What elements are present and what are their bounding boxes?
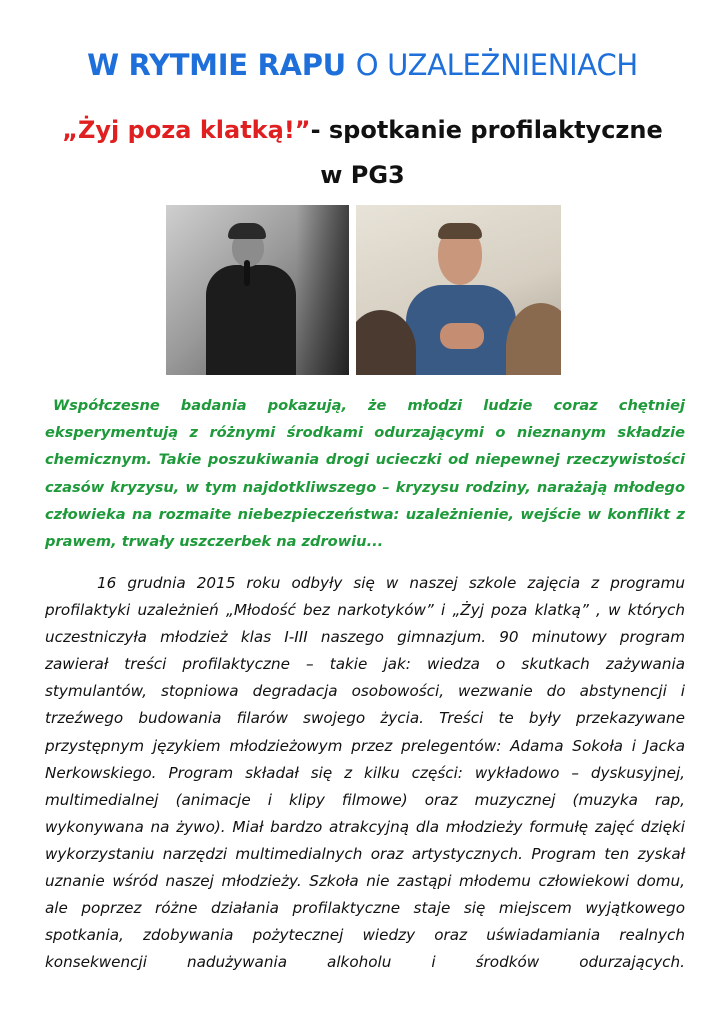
page-subtitle xyxy=(0,108,725,198)
speaker-hands-shape xyxy=(440,323,484,349)
photo-collage xyxy=(166,205,561,375)
subtitle-location: w PG3 xyxy=(320,161,405,189)
subtitle-text: - spotkanie profilaktyczne xyxy=(310,116,663,144)
photo-shadow xyxy=(296,205,349,375)
photo-speaker-with-audience xyxy=(356,205,561,375)
body-paragraph: 16 grudnia 2015 roku odbyły się w naszej szkole zajęcia z programu profilaktyki uzależnień „Młodość bez narkotyków” i „Żyj poza klatką” , w których uczestniczyła młodzież klas I-III naszego gimnazjum. 90 minutowy program zawierał treści profilaktyczne – takie jak: wiedza o skutkach zażywania stymulantów, stopniowa degradacja osobowości, wezwanie do abstynencji i trzeźwego budowania filarów swojego życia. Treści te były przekazywane przystępnym językiem młodzieżowym przez prelegentów: Adama Sokoła i Jacka Nerkowskiego. Program składał się z kilku części: wykładowo – dyskusyjnej, multimedialnej (animacje i klipy filmowe) oraz muzycznej (muzyka rap, wykonywana na żywo). Miał bardzo atrakcyjną dla młodzieży formułę zajęć dzięki wykorzystaniu narzędzi multimedialnych oraz artystycznych. Program ten zyskał uznanie wśród naszej młodzieży. Szkoła nie zastąpi młodemu człowiekowi domu, ale poprzez różne działania profilaktyczne staje się miejscem wyjątkowego spotkania, zdobywania pożytecznej wiedzy oraz uświadamiania realnych konsekwencji nadużywania alkoholu i środków odurzających. xyxy=(45,574,685,972)
rapper-body-shape xyxy=(206,265,296,375)
rapper-cap-shape xyxy=(228,223,266,239)
title-part-1: W RYTMIE RAPU xyxy=(87,48,346,82)
speaker-hair-shape xyxy=(438,223,482,239)
photo-rapper-performing xyxy=(166,205,349,375)
intro-paragraph: Współczesne badania pokazują, że młodzi ludzie coraz chętniej eksperymentują z różnymi środkami odurzającymi o nieznanym składzie chemicznym. Takie poszukiwania drogi ucieczki od niepewnej rzeczywistości czasów kryzysu, w tym najdotkliwszego – kryzysu rodziny, narażają młodego człowieka na rozmaite niebezpieczeństwa: uzależnienie, wejście w konflikt z prawem, trwały uszczerbek na zdrowiu... xyxy=(45,397,685,551)
microphone-icon xyxy=(244,260,250,286)
page-title xyxy=(0,48,725,82)
subtitle-quote: „Żyj poza klatką!” xyxy=(62,116,311,144)
title-part-2: O UZALEŻNIENIACH xyxy=(355,48,638,82)
